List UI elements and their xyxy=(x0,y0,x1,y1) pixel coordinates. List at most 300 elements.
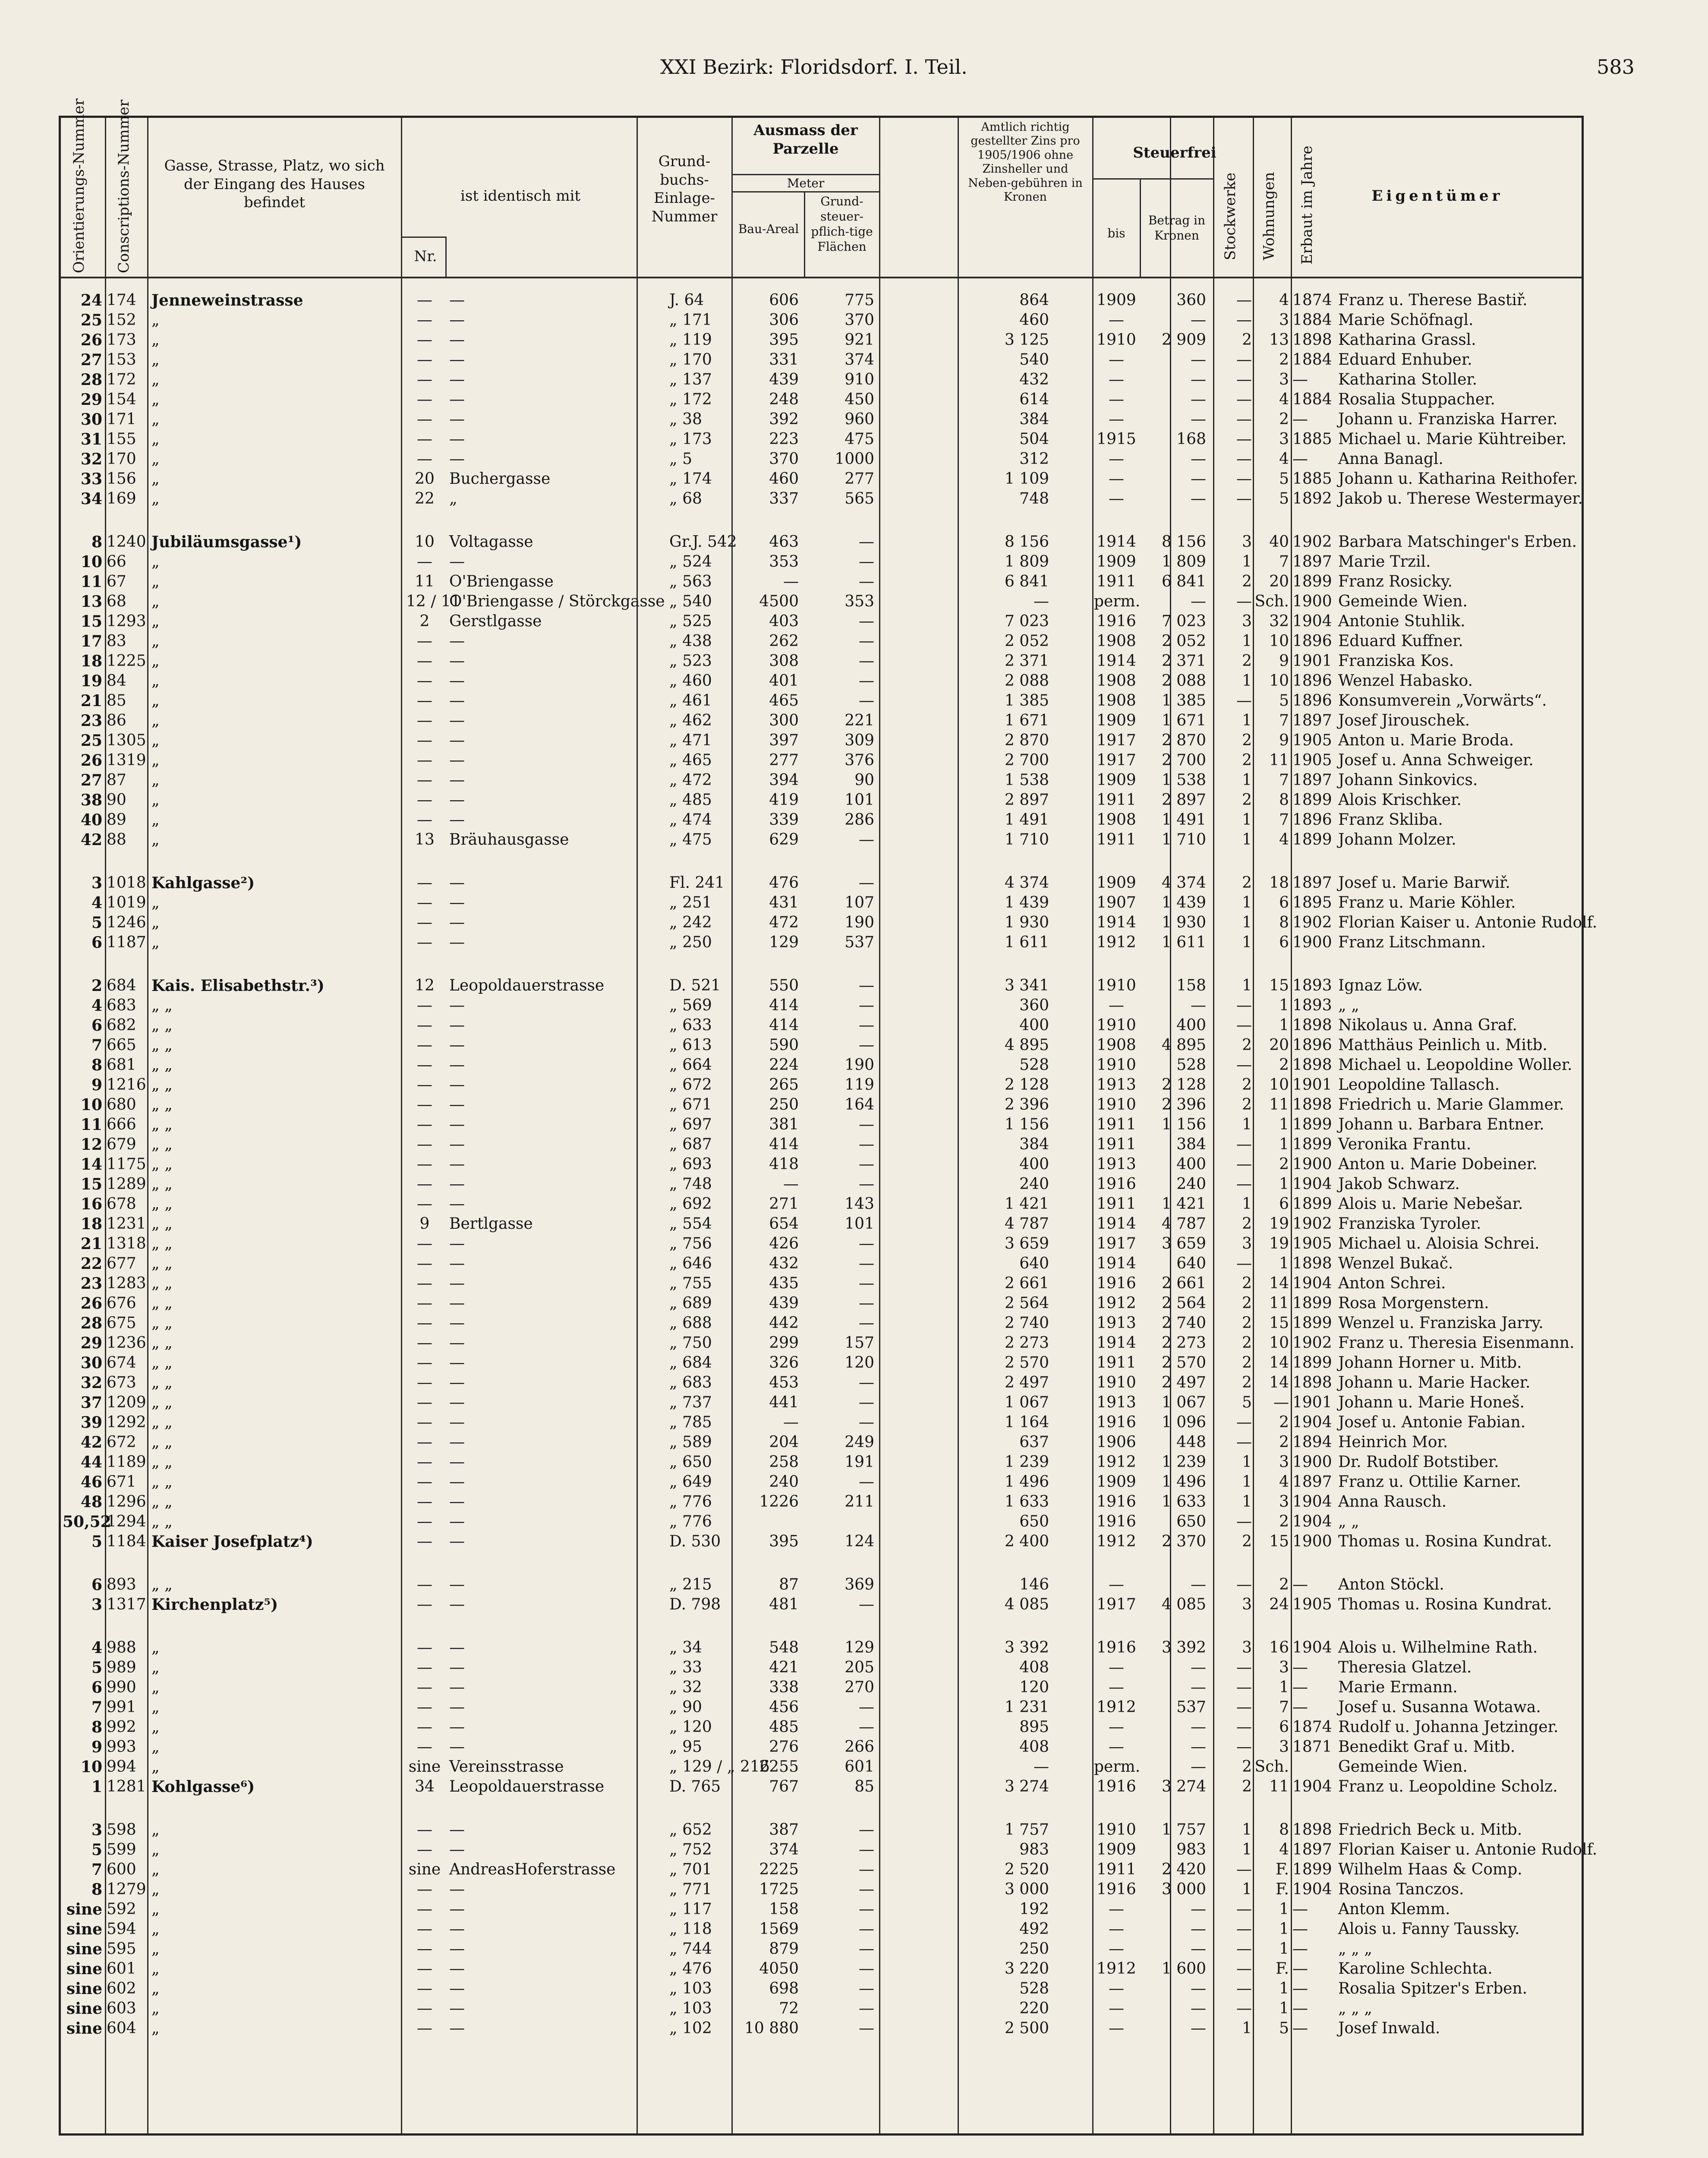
cell-on: 37 xyxy=(80,1394,102,1412)
table-row xyxy=(61,410,1582,429)
cell-wohn: 5 xyxy=(1279,490,1289,508)
cell-jahr: — xyxy=(1292,1678,1308,1696)
cell-street: „ xyxy=(151,831,160,849)
cell-wohn: 11 xyxy=(1269,751,1289,769)
cell-gst: — xyxy=(859,1275,874,1292)
cell-bau: 442 xyxy=(769,1314,799,1332)
cell-stw: — xyxy=(1236,1413,1252,1431)
cell-street: „ „ xyxy=(151,1453,173,1471)
cell-wohn: 5 xyxy=(1279,692,1289,710)
cell-imit: — xyxy=(449,1195,465,1213)
cell-inr: — xyxy=(417,1036,432,1054)
cell-gst: 101 xyxy=(845,1215,874,1233)
cell-inr: — xyxy=(417,771,432,789)
cell-inr: — xyxy=(417,1659,432,1676)
cell-gb: Fl. 241 xyxy=(669,874,725,892)
cell-imit: — xyxy=(449,692,465,710)
cell-zins: 640 xyxy=(1019,1255,1049,1272)
cell-on: 4 xyxy=(91,1639,102,1657)
cell-wohn: 14 xyxy=(1269,1354,1289,1372)
table-row xyxy=(61,1757,1582,1777)
cell-wohn: 6 xyxy=(1279,1195,1289,1213)
cell-zins: 408 xyxy=(1019,1659,1049,1676)
cell-wohn: 3 xyxy=(1279,1738,1289,1756)
cell-zins: 3 125 xyxy=(1004,331,1049,349)
cell-zins: 614 xyxy=(1019,391,1049,408)
cell-owner: „ „ xyxy=(1338,997,1359,1014)
cell-cn: 665 xyxy=(107,1036,136,1054)
cell-zins: 460 xyxy=(1019,311,1049,329)
cell-zins: 360 xyxy=(1019,997,1049,1014)
cell-wohn: 11 xyxy=(1269,1096,1289,1114)
cell-bis: — xyxy=(1109,311,1124,329)
cell-imit: Voltagasse xyxy=(449,533,533,551)
cell-imit: — xyxy=(449,1880,465,1898)
cell-bis: 1914 xyxy=(1097,1334,1136,1352)
cell-owner: Johann Molzer. xyxy=(1338,831,1456,849)
cell-cn: 677 xyxy=(107,1255,136,1272)
cell-owner: Josef u. Marie Barwiř. xyxy=(1338,874,1510,892)
table-row xyxy=(61,1135,1582,1155)
cell-bis: — xyxy=(1109,450,1124,468)
cell-on: 29 xyxy=(80,391,102,409)
cell-gb: „ 137 xyxy=(669,371,712,388)
cell-stw: — xyxy=(1236,450,1252,468)
table-row xyxy=(61,731,1582,751)
cell-stw: 3 xyxy=(1242,1235,1252,1253)
cell-jahr: — xyxy=(1292,1920,1308,1938)
cell-owner: „ „ „ xyxy=(1338,2000,1372,2017)
cell-jahr: 1900 xyxy=(1292,1155,1332,1173)
cell-betrag: 537 xyxy=(1176,1698,1206,1716)
cell-stw: 2 xyxy=(1242,1294,1252,1312)
cell-on: 3 xyxy=(91,874,102,892)
cell-bis: 1912 xyxy=(1097,934,1136,951)
cell-gb: „ 251 xyxy=(669,894,712,912)
cell-cn: 893 xyxy=(107,1576,136,1593)
cell-owner: Johann u. Marie Honeš. xyxy=(1338,1394,1525,1411)
cell-gst: — xyxy=(859,1155,874,1173)
cell-owner: Eduard Enhuber. xyxy=(1338,351,1472,369)
cell-cn: 84 xyxy=(107,672,126,690)
cell-inr: — xyxy=(417,1960,432,1978)
cell-betrag: 1 067 xyxy=(1161,1394,1206,1411)
cell-inr: 2 xyxy=(419,612,430,630)
cell-stw: — xyxy=(1236,1659,1252,1676)
cell-jahr: 1898 xyxy=(1292,1056,1332,1074)
cell-on: 23 xyxy=(80,712,102,730)
cell-cn: 173 xyxy=(107,331,136,349)
cell-cn: 154 xyxy=(107,391,136,408)
cell-zins: 3 341 xyxy=(1004,977,1049,994)
cell-jahr: 1895 xyxy=(1292,894,1332,912)
cell-wohn: 18 xyxy=(1269,874,1289,892)
table-row xyxy=(61,1194,1582,1214)
cell-bis: 1909 xyxy=(1097,874,1136,892)
cell-cn: 599 xyxy=(107,1841,136,1858)
cell-gst: — xyxy=(859,997,874,1014)
cell-stw: 1 xyxy=(1242,1453,1252,1471)
cell-cn: 594 xyxy=(107,1920,136,1938)
cell-zins: 2 870 xyxy=(1004,732,1049,749)
running-header: XXI Bezirk: Floridsdorf. I. Teil. xyxy=(660,55,967,79)
cell-gb: „ 664 xyxy=(669,1056,712,1074)
table-row xyxy=(61,976,1582,996)
cell-owner: Anna Rausch. xyxy=(1338,1493,1447,1511)
cell-street: „ „ xyxy=(151,1275,173,1292)
table-row xyxy=(61,1075,1582,1095)
cell-owner: Anton Schrei. xyxy=(1338,1275,1446,1292)
cell-stw: 2 xyxy=(1242,1354,1252,1372)
cell-stw: — xyxy=(1236,1255,1252,1272)
cell-gb: „ 485 xyxy=(669,791,712,809)
cell-bis: — xyxy=(1109,1659,1124,1676)
cell-cn: 678 xyxy=(107,1195,136,1213)
cell-owner: Michael u. Marie Kühtreiber. xyxy=(1338,430,1567,448)
cell-zins: 2 052 xyxy=(1004,632,1049,650)
cell-owner: Rosa Morgenstern. xyxy=(1338,1294,1489,1312)
cell-stw: — xyxy=(1236,1920,1252,1938)
cell-jahr: 1900 xyxy=(1292,1453,1332,1471)
cell-inr: — xyxy=(417,1596,432,1613)
cell-on: 32 xyxy=(80,450,102,468)
cell-on: 5 xyxy=(91,1533,102,1551)
cell-imit: — xyxy=(449,1314,465,1332)
cell-bis: perm. xyxy=(1094,593,1141,610)
cell-bis: 1912 xyxy=(1097,1533,1136,1550)
cell-cn: 592 xyxy=(107,1900,136,1918)
cell-imit: — xyxy=(449,1096,465,1114)
cell-bis: 1911 xyxy=(1097,831,1136,849)
cell-street: „ „ xyxy=(151,1493,173,1511)
cell-owner: Rosina Tanczos. xyxy=(1338,1880,1464,1898)
cell-cn: 1019 xyxy=(107,894,146,912)
cell-owner: Josef u. Susanna Wotawa. xyxy=(1338,1698,1541,1716)
cell-street: „ „ xyxy=(151,1076,173,1094)
col-nr: Nr. xyxy=(414,248,437,265)
table-row xyxy=(61,913,1598,933)
cell-on: 13 xyxy=(80,593,102,611)
cell-bau: — xyxy=(783,1175,799,1193)
cell-wohn: 2 xyxy=(1279,1433,1289,1451)
cell-owner: Franz Litschmann. xyxy=(1338,934,1486,951)
cell-bau: 258 xyxy=(769,1453,799,1471)
cell-bau: 414 xyxy=(769,997,799,1014)
cell-inr: — xyxy=(417,1533,432,1550)
cell-zins: 983 xyxy=(1019,1841,1049,1858)
cell-bis: 1908 xyxy=(1097,672,1136,690)
cell-bis: 1917 xyxy=(1097,1235,1136,1253)
cell-stw: — xyxy=(1236,430,1252,448)
cell-imit: — xyxy=(449,1453,465,1471)
table-row xyxy=(61,1840,1598,1860)
cell-inr: — xyxy=(417,632,432,650)
cell-stw: 1 xyxy=(1242,1821,1252,1839)
cell-inr: 9 xyxy=(419,1215,430,1233)
cell-inr: — xyxy=(417,351,432,369)
cell-betrag: 2 371 xyxy=(1161,652,1206,670)
cell-street: „ xyxy=(151,692,160,710)
cell-owner: „ „ xyxy=(1338,1513,1359,1530)
cell-wohn: 4 xyxy=(1279,391,1289,408)
cell-imit: — xyxy=(449,1275,465,1292)
cell-gst: — xyxy=(859,1394,874,1411)
cell-owner: Franz u. Therese Bastiř. xyxy=(1338,291,1528,309)
cell-zins: 8 156 xyxy=(1004,533,1049,551)
cell-bau: 441 xyxy=(769,1394,799,1411)
cell-wohn: 1 xyxy=(1279,1980,1289,1997)
cell-street: „ „ xyxy=(151,1433,173,1451)
cell-betrag: 2 420 xyxy=(1161,1861,1206,1878)
cell-bis: 1911 xyxy=(1097,1861,1136,1878)
cell-wohn: 1 xyxy=(1279,1940,1289,1958)
cell-street: „ xyxy=(151,2019,160,2037)
cell-gb: „ 465 xyxy=(669,751,712,769)
cell-gb: „ 250 xyxy=(669,934,712,951)
cell-owner: Jakob u. Therese Westermayer. xyxy=(1338,490,1583,508)
cell-bau: 271 xyxy=(769,1195,799,1213)
cell-gb: „ 672 xyxy=(669,1076,712,1094)
cell-gb: „ 687 xyxy=(669,1136,712,1153)
cell-street: „ xyxy=(151,811,160,829)
table-row xyxy=(61,1333,1582,1353)
cell-imit: — xyxy=(449,1678,465,1696)
cell-on: 26 xyxy=(80,1294,102,1312)
col-erbaut: Erbaut im Jahre xyxy=(1298,145,1316,265)
cell-gb: „ 752 xyxy=(669,1841,712,1858)
cell-betrag: 2 909 xyxy=(1161,331,1206,349)
cell-street: „ xyxy=(151,553,160,571)
cell-cn: 994 xyxy=(107,1758,136,1776)
cell-cn: 1281 xyxy=(107,1778,146,1795)
cell-bis: — xyxy=(1109,410,1124,428)
cell-jahr: — xyxy=(1292,1576,1308,1593)
cell-zins: 1 439 xyxy=(1004,894,1049,912)
cell-wohn: 4 xyxy=(1279,1841,1289,1858)
cell-on: sine xyxy=(66,1960,102,1978)
cell-stw: 1 xyxy=(1242,672,1252,690)
cell-cn: 171 xyxy=(107,410,136,428)
cell-stw: 1 xyxy=(1242,771,1252,789)
cell-bau: 767 xyxy=(769,1778,799,1795)
cell-street: „ xyxy=(151,1920,160,1938)
cell-jahr: 1896 xyxy=(1292,672,1332,690)
cell-street: „ xyxy=(151,1718,160,1736)
cell-betrag: 4 787 xyxy=(1161,1215,1206,1233)
cell-street: „ „ xyxy=(151,1354,173,1372)
cell-gst: — xyxy=(859,1016,874,1034)
cell-gb: „ 554 xyxy=(669,1215,712,1233)
cell-inr: — xyxy=(417,1175,432,1193)
cell-jahr: 1904 xyxy=(1292,1513,1332,1530)
cell-inr: — xyxy=(417,811,432,829)
cell-betrag: 1 239 xyxy=(1161,1453,1206,1471)
cell-wohn: F. xyxy=(1276,1960,1289,1978)
cell-gb: „ 633 xyxy=(669,1016,712,1034)
cell-jahr: 1885 xyxy=(1292,470,1332,488)
cell-street: „ xyxy=(151,430,160,448)
cell-bis: 1916 xyxy=(1097,1413,1136,1431)
cell-gb: „ 744 xyxy=(669,1940,712,1958)
cell-inr: — xyxy=(417,1433,432,1451)
cell-on: 10 xyxy=(80,1758,102,1776)
cell-bau: 879 xyxy=(769,1940,799,1958)
cell-bis: 1908 xyxy=(1097,632,1136,650)
cell-jahr: 1899 xyxy=(1292,831,1332,849)
cell-wohn: 9 xyxy=(1279,732,1289,749)
cell-zins: 1 109 xyxy=(1004,470,1049,488)
cell-zins: 4 085 xyxy=(1004,1596,1049,1613)
cell-street: „ „ xyxy=(151,1056,173,1074)
cell-street: „ „ xyxy=(151,1155,173,1173)
cell-gst: — xyxy=(859,977,874,994)
cell-jahr: 1902 xyxy=(1292,1215,1332,1233)
cell-imit: — xyxy=(449,1821,465,1839)
table-row xyxy=(61,1035,1582,1055)
cell-bau: 629 xyxy=(769,831,799,849)
cell-on: 3 xyxy=(91,1821,102,1839)
cell-betrag: 4 085 xyxy=(1161,1596,1206,1613)
cell-street: „ „ xyxy=(151,1016,173,1034)
cell-betrag: 1 757 xyxy=(1161,1821,1206,1839)
cell-betrag: 2 564 xyxy=(1161,1294,1206,1312)
cell-street: „ xyxy=(151,470,160,488)
cell-betrag: 1 809 xyxy=(1161,553,1206,571)
cell-gb: D. 521 xyxy=(669,977,721,994)
table-row xyxy=(61,489,1582,509)
cell-bau: 465 xyxy=(769,692,799,710)
cell-gb: „ 776 xyxy=(669,1513,712,1530)
table-row xyxy=(61,790,1582,810)
cell-owner: Florian Kaiser u. Antonie Rudolf. xyxy=(1338,914,1598,931)
cell-inr: — xyxy=(417,1275,432,1292)
cell-jahr: — xyxy=(1292,1900,1308,1918)
cell-gst: — xyxy=(859,1374,874,1391)
cell-gst: — xyxy=(859,1413,874,1431)
cell-wohn: 6 xyxy=(1279,894,1289,912)
cell-zins: 2 520 xyxy=(1004,1861,1049,1878)
cell-imit: — xyxy=(449,351,465,369)
cell-gb: „ 174 xyxy=(669,470,712,488)
header-page-number: 583 xyxy=(1597,55,1635,79)
cell-gb: „ 129 / „ 216 xyxy=(669,1758,770,1776)
cell-bau: 401 xyxy=(769,672,799,690)
cell-jahr: 1905 xyxy=(1292,751,1332,769)
cell-gst: — xyxy=(859,1116,874,1133)
cell-jahr: 1884 xyxy=(1292,351,1332,369)
cell-betrag: 3 000 xyxy=(1161,1880,1206,1898)
cell-cn: 675 xyxy=(107,1314,136,1332)
cell-jahr: 1897 xyxy=(1292,1473,1332,1491)
cell-imit: — xyxy=(449,1639,465,1656)
cell-bau: 308 xyxy=(769,652,799,670)
cell-cn: 67 xyxy=(107,573,126,590)
cell-jahr: 1897 xyxy=(1292,874,1332,892)
cell-gst: 119 xyxy=(845,1076,874,1094)
table-row xyxy=(61,1254,1582,1274)
table-row xyxy=(61,711,1582,731)
cell-stw: 1 xyxy=(1242,553,1252,571)
cell-owner: Josef u. Anna Schweiger. xyxy=(1338,751,1534,769)
table-row xyxy=(61,1472,1582,1492)
cell-zins: 540 xyxy=(1019,351,1049,369)
cell-zins: 2 740 xyxy=(1004,1314,1049,1332)
cell-gst: — xyxy=(859,573,874,590)
table-row xyxy=(61,330,1582,350)
cell-betrag: 7 023 xyxy=(1161,612,1206,630)
cell-owner: Katharina Grassl. xyxy=(1338,331,1476,349)
cell-on: sine xyxy=(66,1940,102,1958)
cell-zins: 1 156 xyxy=(1004,1116,1049,1133)
cell-on: 25 xyxy=(80,732,102,750)
cell-street: „ xyxy=(151,771,160,789)
cell-cn: 989 xyxy=(107,1659,136,1676)
cell-owner: Wilhelm Haas & Comp. xyxy=(1338,1861,1522,1878)
cell-bis: 1911 xyxy=(1097,1354,1136,1372)
cell-owner: Thomas u. Rosina Kundrat. xyxy=(1338,1596,1552,1613)
cell-betrag: — xyxy=(1191,1659,1206,1676)
cell-cn: 990 xyxy=(107,1678,136,1696)
table-row xyxy=(61,429,1582,449)
cell-jahr: 1894 xyxy=(1292,1433,1332,1451)
cell-bau: 374 xyxy=(769,1841,799,1858)
cell-inr: — xyxy=(417,1920,432,1938)
cell-gb: D. 765 xyxy=(669,1778,721,1795)
table-row xyxy=(61,2019,1582,2038)
cell-on: 34 xyxy=(80,490,102,508)
cell-zins: 895 xyxy=(1019,1718,1049,1736)
cell-stw: 5 xyxy=(1242,1394,1252,1411)
cell-owner: Katharina Stoller. xyxy=(1338,371,1478,388)
cell-owner: Rosalia Stuppacher. xyxy=(1338,391,1495,408)
cell-owner: Alois u. Fanny Taussky. xyxy=(1338,1920,1520,1938)
cell-imit: — xyxy=(449,632,465,650)
table-row xyxy=(61,1432,1582,1452)
table-row xyxy=(61,751,1582,770)
cell-jahr: 1904 xyxy=(1292,1175,1332,1193)
cell-wohn: 19 xyxy=(1269,1235,1289,1253)
cell-inr: — xyxy=(417,1195,432,1213)
table-row xyxy=(61,770,1582,790)
cell-stw: — xyxy=(1236,1155,1252,1173)
cell-wohn: 3 xyxy=(1279,1493,1289,1511)
cell-cn: 1319 xyxy=(107,751,146,769)
cell-zins: 637 xyxy=(1019,1433,1049,1451)
cell-wohn: 1 xyxy=(1279,1255,1289,1272)
cell-on: 28 xyxy=(80,371,102,389)
cell-street: „ xyxy=(151,1659,160,1676)
cell-bau: 550 xyxy=(769,977,799,994)
cell-betrag: 8 156 xyxy=(1161,533,1206,551)
cell-bau: 204 xyxy=(769,1433,799,1451)
cell-owner: Johann u. Katharina Reithofer. xyxy=(1338,470,1578,488)
cell-betrag: 1 421 xyxy=(1161,1195,1206,1213)
cell-betrag: 2 700 xyxy=(1161,751,1206,769)
cell-gst: — xyxy=(859,612,874,630)
cell-bau: 337 xyxy=(769,490,799,508)
cell-wohn: 2 xyxy=(1279,1576,1289,1593)
cell-cn: 1294 xyxy=(107,1513,146,1530)
cell-bis: — xyxy=(1109,371,1124,388)
cell-street: „ „ xyxy=(151,1394,173,1411)
cell-bis: 1914 xyxy=(1097,1215,1136,1233)
cell-inr: — xyxy=(417,1698,432,1716)
cell-gst: 249 xyxy=(845,1433,874,1451)
col-wohnungen: Wohnungen xyxy=(1261,172,1278,260)
cell-wohn: 8 xyxy=(1279,914,1289,931)
cell-street: „ „ xyxy=(151,1473,173,1491)
table-row xyxy=(61,1919,1582,1939)
